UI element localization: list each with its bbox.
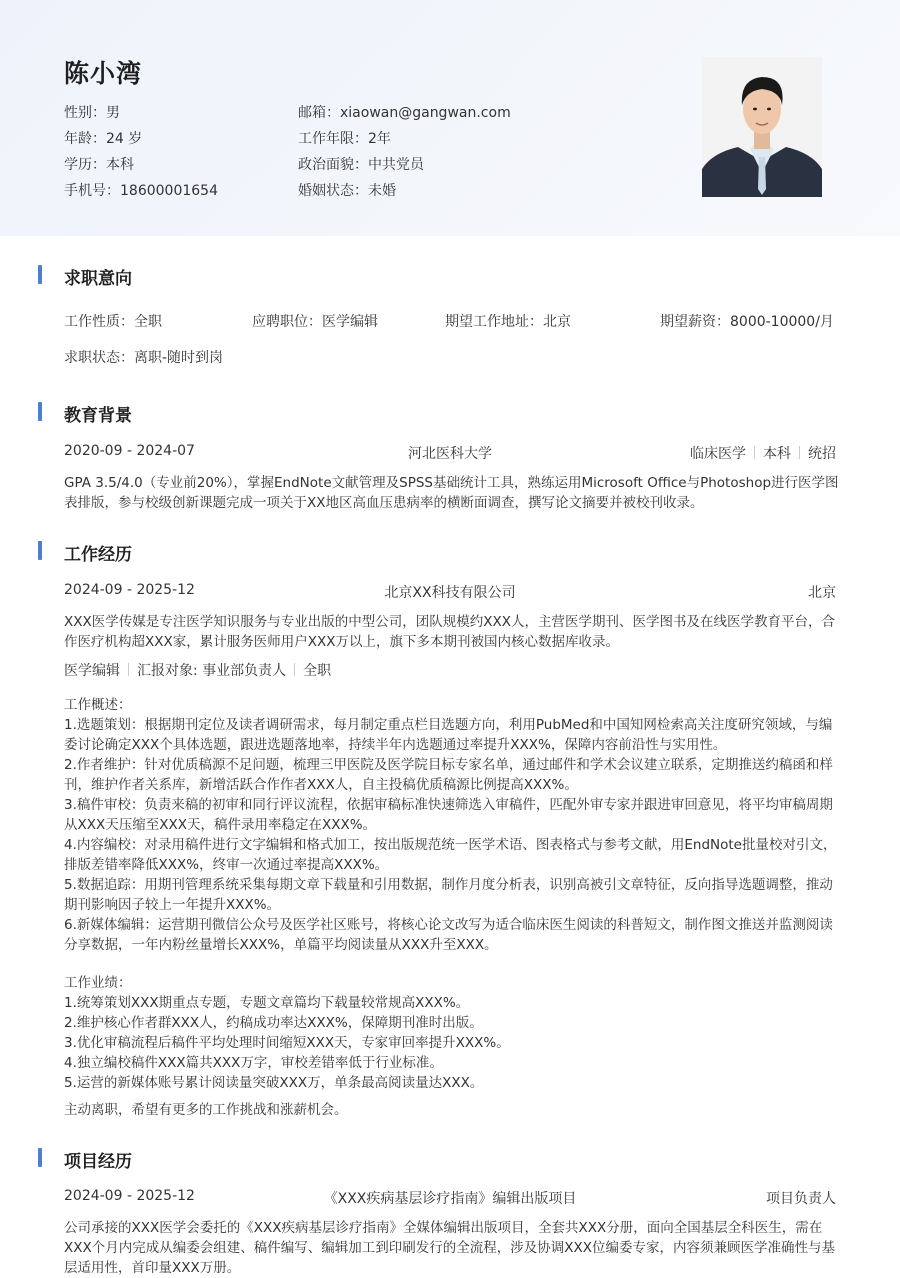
education-major: 临床医学 bbox=[690, 446, 746, 462]
info-value: 18600001654 bbox=[120, 183, 218, 199]
info-email bbox=[298, 102, 511, 122]
candidate-name: 陈小湾 bbox=[64, 59, 143, 88]
work-result-item: 1.统筹策划XXX期重点专题，专题文章篇均下载量较常规高XXX%。 bbox=[64, 995, 470, 1011]
intent-value: 北京 bbox=[543, 314, 571, 330]
intent-label: 期望工作地址： bbox=[445, 314, 543, 330]
info-value: 中共党员 bbox=[368, 157, 424, 173]
info-value: 未婚 bbox=[368, 183, 396, 199]
intent-position bbox=[252, 311, 378, 331]
work-overview bbox=[64, 695, 839, 955]
info-label: 学历： bbox=[64, 157, 106, 173]
info-age bbox=[64, 128, 142, 148]
intent-salary bbox=[660, 311, 834, 331]
section-marker bbox=[38, 402, 42, 421]
work-result-item: 3.优化审稿流程后稿件平均处理时间缩短XXX天，专家审回率提升XXX%。 bbox=[64, 1035, 510, 1051]
info-value: 2年 bbox=[368, 131, 391, 147]
work-result-item: 4.独立编校稿件XXX篇共XXX万字，审校差错率低于行业标准。 bbox=[64, 1055, 443, 1071]
work-leave-reason: 主动离职，希望有更多的工作挑战和涨薪机会。 bbox=[64, 1102, 348, 1118]
work-overview-item: 1.选题策划：根据期刊定位及读者调研需求，每月制定重点栏目选题方向，利用PubMed和中国知网检索高关注度研究领域，与编委讨论确定XXX个具体选题，跟进选题落地率，持续半年内选题通过率提升XXX%，保障内容前沿性与实用性。 bbox=[64, 717, 833, 753]
info-label: 工作年限： bbox=[298, 131, 368, 147]
intent-type bbox=[64, 311, 162, 331]
info-label: 政治面貌： bbox=[298, 157, 368, 173]
divider bbox=[128, 663, 129, 676]
intent-status bbox=[64, 347, 223, 367]
work-results-title: 工作业绩： bbox=[64, 975, 132, 991]
divider bbox=[754, 446, 755, 459]
intent-value: 离职-随时到岗 bbox=[134, 350, 224, 366]
project-role: 项目负责人 bbox=[766, 1191, 836, 1207]
work-tag: 汇报对象: 事业部负责人 bbox=[137, 663, 287, 679]
work-company: 北京XX科技有限公司 bbox=[384, 585, 516, 601]
intent-value: 8000-10000/月 bbox=[730, 314, 834, 330]
info-label: 手机号： bbox=[64, 183, 120, 199]
education-date: 2020-09 - 2024-07 bbox=[64, 443, 195, 459]
work-overview-item: 6.新媒体编辑：运营期刊微信公众号及医学社区账号，将核心论文改写为适合临床医生阅读的科普短文，制作图文推送并监测阅读分享数据，一年内粉丝量增长XXX%，单篇平均阅读量从XXX升至XXX。 bbox=[64, 917, 833, 953]
work-result-item: 2.维护核心作者群XXX人，约稿成功率达XXX%，保障期刊准时出版。 bbox=[64, 1015, 483, 1031]
intent-label: 求职状态： bbox=[64, 350, 134, 366]
info-marital bbox=[298, 180, 396, 200]
section-marker bbox=[38, 265, 42, 284]
intent-value: 医学编辑 bbox=[322, 314, 378, 330]
education-details bbox=[690, 443, 836, 463]
project-description: 公司承接的XXX医学会委托的《XXX疾病基层诊疗指南》全媒体编辑出版项目，全套共XXX分册，面向全国基层全科医生，需在XXX个月内完成从编委会组建、稿件编写、编辑加工到印刷发行的全流程，涉及协调XXX位编委专家，内容须兼顾医学准确性与基层适用性，首印量XXX万册。 bbox=[64, 1220, 835, 1276]
intent-label: 工作性质： bbox=[64, 314, 134, 330]
intent-value: 全职 bbox=[134, 314, 162, 330]
work-tag: 医学编辑 bbox=[64, 663, 120, 679]
divider bbox=[799, 446, 800, 459]
info-value: xiaowan@gangwan.com bbox=[340, 105, 511, 121]
section-title-project: 项目经历 bbox=[64, 1152, 132, 1172]
education-description: GPA 3.5/4.0（专业前20%），掌握EndNote文献管理及SPSS基础统计工具，熟练运用Microsoft Office与Photoshop进行医学图表排版，参与校级创新课题完成一项关于XX地区高血压患病率的横断面调查，撰写论文摘要并被校刊收录。 bbox=[64, 475, 839, 511]
info-label: 婚姻状态： bbox=[298, 183, 368, 199]
info-political bbox=[298, 154, 424, 174]
info-education bbox=[64, 154, 134, 174]
project-name: 《XXX疾病基层诊疗指南》编辑出版项目 bbox=[323, 1191, 577, 1207]
info-value: 24 岁 bbox=[106, 131, 143, 147]
education-degree: 本科 bbox=[763, 446, 791, 462]
info-phone bbox=[64, 180, 218, 200]
info-gender bbox=[64, 102, 120, 122]
intent-label: 期望薪资： bbox=[660, 314, 730, 330]
info-value: 男 bbox=[106, 105, 120, 121]
section-title-work: 工作经历 bbox=[64, 545, 132, 565]
work-overview-item: 2.作者维护：针对优质稿源不足问题，梳理三甲医院及医学院目标专家名单，通过邮件和学术会议建立联系，定期推送约稿函和样刊，维护作者关系库，新增活跃合作作者XXX人，自主投稿优质稿源比例提高XXX%。 bbox=[64, 757, 833, 793]
project-date: 2024-09 - 2025-12 bbox=[64, 1188, 195, 1204]
profile-photo bbox=[702, 57, 822, 197]
work-overview-title: 工作概述： bbox=[64, 697, 132, 713]
info-label: 性别： bbox=[64, 105, 106, 121]
work-tag: 全职 bbox=[303, 663, 332, 679]
section-marker bbox=[38, 541, 42, 560]
info-work-years bbox=[298, 128, 391, 148]
work-overview-item: 5.数据追踪：用期刊管理系统采集每期文章下载量和引用数据，制作月度分析表，识别高被引文章特征，反向指导选题调整，推动期刊影响因子较上一年提升XXX%。 bbox=[64, 877, 833, 913]
work-tags bbox=[64, 660, 331, 680]
work-overview-item: 3.稿件审校：负责来稿的初审和同行评议流程，依据审稿标准快速筛选入审稿件，匹配外审专家并跟进审回意见，将平均审稿周期从XXX天压缩至XXX天，稿件录用率稳定在XXX%。 bbox=[64, 797, 833, 833]
section-marker bbox=[38, 1148, 42, 1167]
person-avatar-icon bbox=[702, 57, 822, 197]
intent-location bbox=[445, 311, 571, 331]
education-school: 河北医科大学 bbox=[408, 446, 492, 462]
work-results bbox=[64, 973, 839, 1093]
header-banner bbox=[0, 0, 900, 236]
work-company-intro: XXX医学传媒是专注医学知识服务与专业出版的中型公司，团队规模约XXX人，主营医学期刊、医学图书及在线医学教育平台，合作医疗机构超XXX家，累计服务医师用户XXX万以上，旗下多本期刊被国内核心数据库收录。 bbox=[64, 614, 835, 650]
education-type: 统招 bbox=[808, 446, 836, 462]
work-date: 2024-09 - 2025-12 bbox=[64, 582, 195, 598]
info-value: 本科 bbox=[106, 157, 134, 173]
info-label: 邮箱： bbox=[298, 105, 340, 121]
work-overview-item: 4.内容编校：对录用稿件进行文字编辑和格式加工，按出版规范统一医学术语、图表格式与参考文献，用EndNote批量校对引文，排版差错率降低XXX%，终审一次通过率提高XXX%。 bbox=[64, 837, 837, 873]
work-city: 北京 bbox=[808, 585, 836, 601]
section-title-intent: 求职意向 bbox=[64, 269, 132, 289]
intent-label: 应聘职位： bbox=[252, 314, 322, 330]
info-label: 年龄： bbox=[64, 131, 106, 147]
divider bbox=[294, 663, 295, 676]
section-title-education: 教育背景 bbox=[64, 406, 132, 426]
work-result-item: 5.运营的新媒体账号累计阅读量突破XXX万，单条最高阅读量达XXX。 bbox=[64, 1075, 484, 1091]
